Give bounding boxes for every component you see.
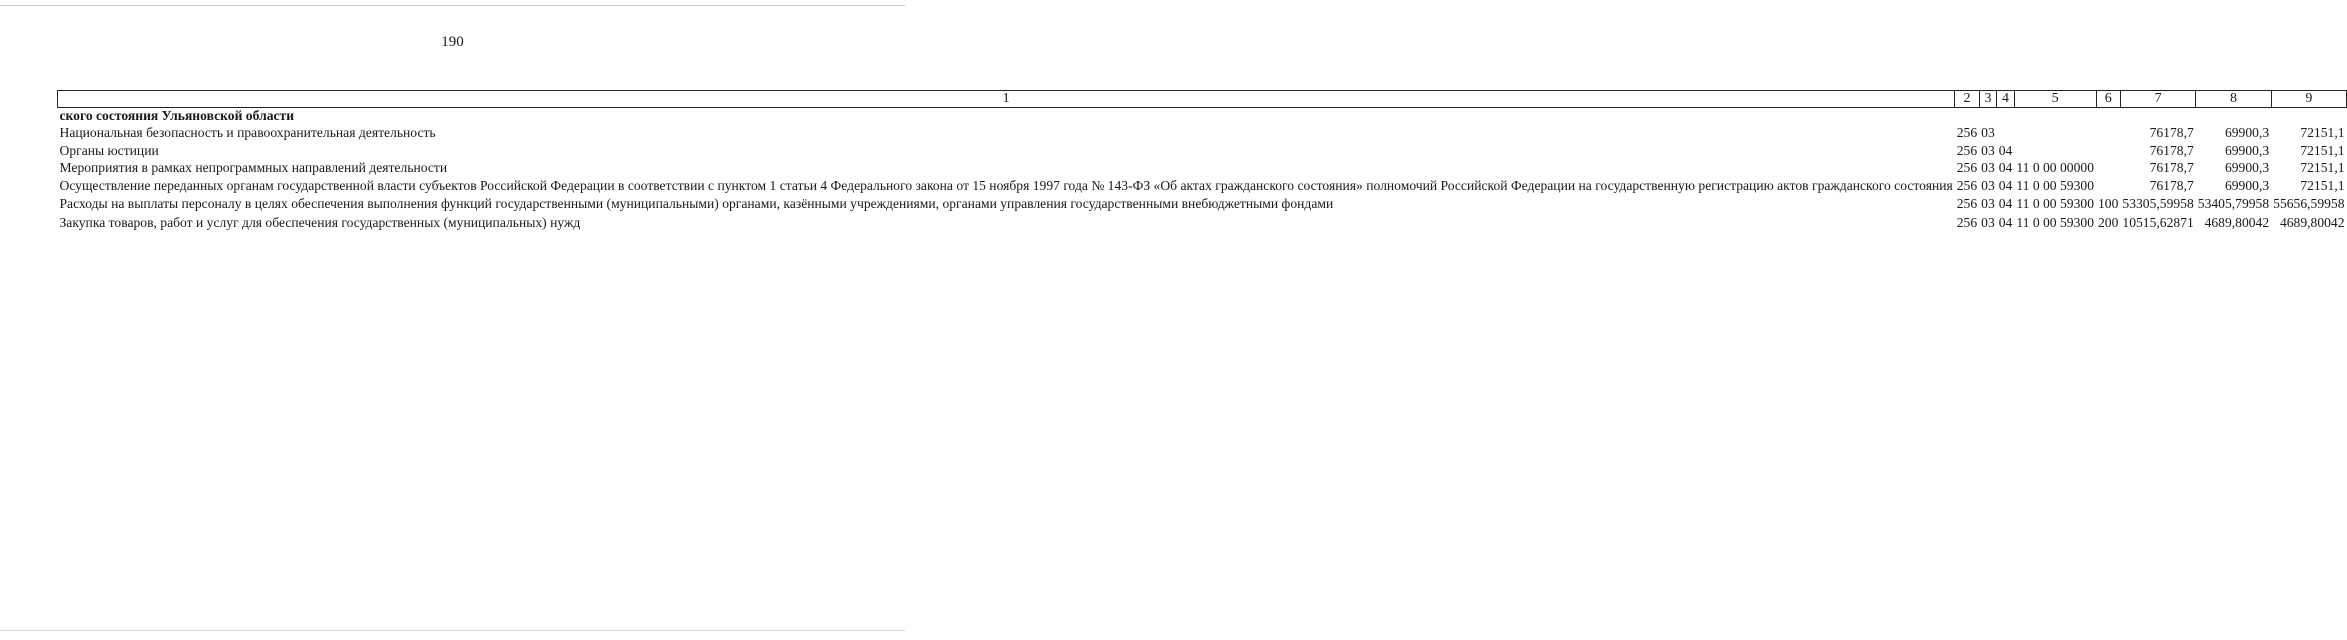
row-description: Осуществление переданных органам государственной власти субъектов Российской Федерации в соответствии с пунктом 1 статьи 4 Федерального закона от 15 ноября 1997 года № 143-ФЗ «Об актах гражданского состояния» полномочий Российской Федерации на государственную регистрацию актов гражданского состояния	[59, 178, 1953, 194]
row-code-3: 03	[1981, 178, 1995, 194]
row-code-4	[1997, 125, 2015, 143]
row-code-2: 256	[1956, 196, 1978, 212]
row-code-6	[2096, 160, 2120, 178]
row-code-4: 04	[1998, 196, 2013, 212]
row-amount-9: 55656,59958	[2273, 196, 2345, 212]
row-amount-8: 69900,3	[2224, 178, 2270, 194]
row-code-2	[1955, 108, 1979, 125]
header-row	[58, 91, 2347, 108]
row-amount-9	[2271, 108, 2346, 125]
row-code-5	[2014, 108, 2096, 125]
table-row	[58, 143, 2347, 159]
col-header-1: 1	[58, 91, 1955, 108]
row-description: ского состояния Ульяновской области	[59, 108, 295, 124]
row-amount-9: 72151,1	[2300, 124, 2345, 140]
row-code-6: 200	[2098, 214, 2119, 230]
row-code-2: 256	[1956, 143, 1978, 159]
row-amount-7: 10515,62871	[2122, 214, 2194, 230]
col-header-4: 4	[1997, 91, 2015, 108]
row-code-4: 04	[1998, 159, 2013, 175]
row-code-2: 256	[1956, 178, 1978, 194]
row-description: Закупка товаров, работ и услуг для обеспечения государственных (муниципальных) нужд	[59, 214, 581, 230]
row-code-3: 03	[1981, 143, 1995, 159]
row-amount-7: 76178,7	[2149, 159, 2194, 175]
table-row	[58, 160, 2347, 178]
row-code-3: 03	[1981, 124, 1995, 140]
row-amount-8	[2196, 108, 2271, 125]
budget-table	[57, 90, 2347, 231]
row-amount-7	[2120, 108, 2195, 125]
row-amount-8: 69900,3	[2224, 124, 2270, 140]
row-code-3: 03	[1981, 159, 1995, 175]
table-row	[58, 178, 2347, 196]
row-code-5: 11 0 00 59300	[2016, 214, 2094, 230]
col-header-9: 9	[2271, 91, 2346, 108]
row-code-3: 03	[1981, 196, 1995, 212]
table-row	[58, 125, 2347, 143]
row-code-3: 03	[1981, 214, 1995, 230]
row-description: Мероприятия в рамках непрограммных направлений деятельности	[59, 159, 448, 175]
row-amount-8: 69900,3	[2224, 159, 2270, 175]
row-code-4	[1997, 108, 2015, 125]
col-header-6: 6	[2096, 91, 2120, 108]
row-code-5	[2014, 143, 2096, 159]
row-code-5: 11 0 00 00000	[2016, 159, 2094, 175]
row-amount-7: 53305,59958	[2122, 196, 2194, 212]
row-amount-8: 4689,80042	[2204, 214, 2270, 230]
row-code-6	[2096, 108, 2120, 125]
col-header-7: 7	[2120, 91, 2195, 108]
row-amount-9: 4689,80042	[2279, 214, 2345, 230]
col-header-8: 8	[2196, 91, 2271, 108]
table-row	[58, 215, 2347, 231]
table-row	[58, 196, 2347, 214]
col-header-2: 2	[1955, 91, 1979, 108]
row-code-2: 256	[1956, 124, 1978, 140]
row-code-4: 04	[1998, 214, 2013, 230]
row-code-4: 04	[1998, 178, 2013, 194]
row-code-5: 11 0 00 59300	[2016, 196, 2094, 212]
row-amount-9: 72151,1	[2300, 178, 2345, 194]
row-amount-9: 72151,1	[2300, 159, 2345, 175]
row-code-4: 04	[1998, 143, 2013, 159]
row-code-2: 256	[1956, 214, 1978, 230]
col-header-3: 3	[1979, 91, 1997, 108]
row-description: Органы юстиции	[59, 143, 159, 159]
row-code-5	[2014, 125, 2096, 143]
row-description: Расходы на выплаты персоналу в целях обеспечения выполнения функций государственными (муниципальными) органами, казёнными учреждениями, органами управления государственными внебюджетными фондами	[59, 196, 1334, 212]
row-amount-7: 76178,7	[2149, 124, 2194, 140]
row-code-6	[2096, 178, 2120, 196]
scan-bottom-edge	[0, 630, 905, 631]
col-header-5: 5	[2014, 91, 2096, 108]
row-code-6	[2096, 125, 2120, 143]
row-code-2: 256	[1956, 159, 1978, 175]
row-amount-8: 69900,3	[2224, 143, 2270, 159]
table-row	[58, 108, 2347, 125]
row-code-3	[1979, 108, 1997, 125]
row-amount-8: 53405,79958	[2197, 196, 2270, 212]
scan-top-edge	[0, 5, 905, 6]
row-amount-7: 76178,7	[2149, 178, 2194, 194]
row-code-6	[2096, 143, 2120, 159]
row-code-5: 11 0 00 59300	[2016, 178, 2094, 194]
row-description: Национальная безопасность и правоохранительная деятельность	[59, 124, 436, 140]
row-amount-9: 72151,1	[2300, 143, 2345, 159]
page-number: 190	[441, 34, 464, 50]
row-amount-7: 76178,7	[2149, 143, 2194, 159]
row-code-6: 100	[2098, 196, 2119, 212]
